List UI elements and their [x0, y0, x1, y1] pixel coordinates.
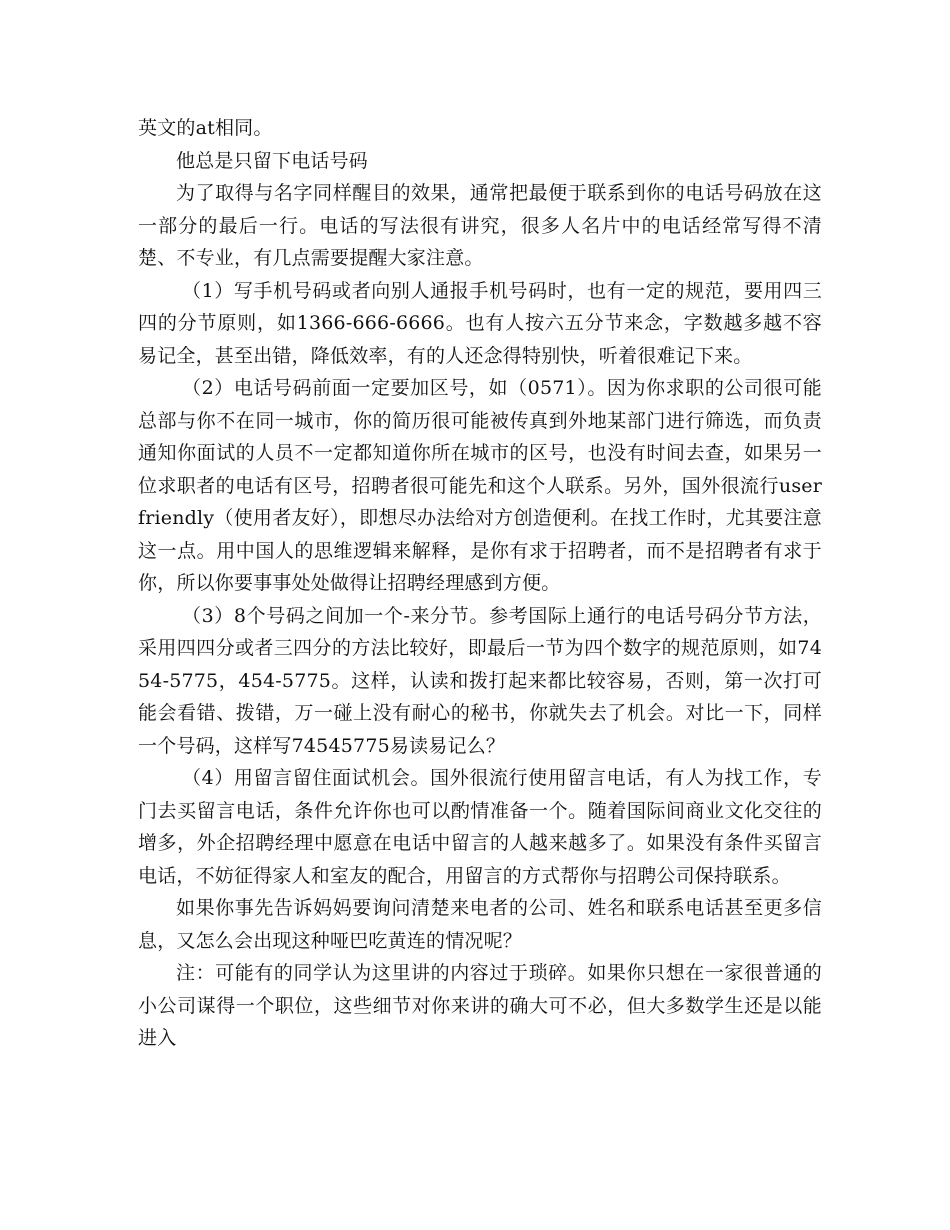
paragraph-item-3: （3）8个号码之间加一个-来分节。参考国际上通行的电话号码分节方法，采用四四分或者三四分的方法比较好，即最后一节为四个数字的规范原则，如7454-5775，454-5775。这样，认读和拨打起来都比较容易，否则，第一次打可能会看错、拨错，万一碰上没有耐心的秘书，你就失去了机会。对比一下，同样一个号码，这样写74545775易读易记么？: [138, 604, 822, 757]
paragraph-item-4: （4）用留言留住面试机会。国外很流行使用留言电话，有人为找工作，专门去买留言电话，条件允许你也可以酌情准备一个。随着国际间商业文化交往的增多，外企招聘经理中愿意在电话中留言的人越来越多了。如果没有条件买留言电话，不妨征得家人和室友的配合，用留言的方式帮你与招聘公司保持联系。: [138, 767, 822, 887]
paragraph-item-2: （2）电话号码前面一定要加区号，如（0571）。因为你求职的公司很可能总部与你不在同一城市，你的简历很可能被传真到外地某部门进行筛选，而负责通知你面试的人员不一定都知道你所在城市的区号，也没有时间去查，如果另一位求职者的电话有区号，招聘者很可能先和这个人联系。另外，国外很流行user friendly（使用者友好），即想尽办法给对方创造便利。在找工作时，尤其要注意这一点。用中国人的思维逻辑来解释，是你有求于招聘者，而不是招聘者有求于你，所以你要事事处处做得让招聘经理感到方便。: [138, 377, 822, 594]
paragraph-intro: 为了取得与名字同样醒目的效果，通常把最便于联系到你的电话号码放在这一部分的最后一行。电话的写法很有讲究，很多人名片中的电话经常写得不清楚、不专业，有几点需要提醒大家注意。: [138, 182, 822, 269]
paragraph-item-1: （1）写手机号码或者向别人通报手机号码时，也有一定的规范，要用四三四的分节原则，如1366-666-6666。也有人按六五分节来念，字数越多越不容易记全，甚至出错，降低效率，有的人还念得特别快，听着很难记下来。: [138, 279, 822, 367]
paragraph-summary: 如果你事先告诉妈妈要询问清楚来电者的公司、姓名和联系电话甚至更多信息，又怎么会出现这种哑巴吃黄连的情况呢？: [138, 897, 822, 952]
document-body: [138, 112, 822, 1055]
paragraph-note: 注：可能有的同学认为这里讲的内容过于琐碎。如果你只想在一家很普通的小公司谋得一个职位，这些细节对你来讲的确大可不必，但大多数学生还是以能进入: [138, 962, 822, 1049]
paragraph-continuation: 英文的at相同。: [138, 117, 273, 139]
section-heading: 他总是只留下电话号码: [176, 149, 369, 172]
